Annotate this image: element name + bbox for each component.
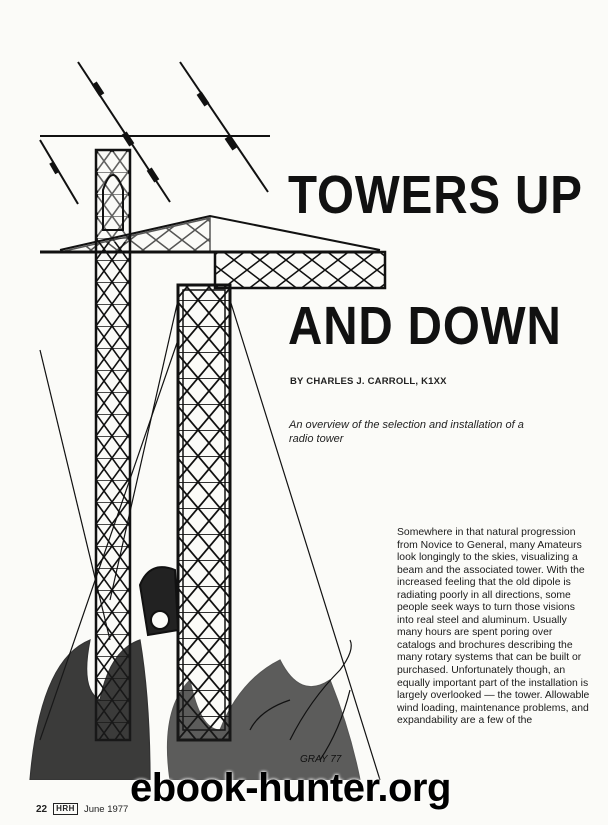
article-title-line1: TOWERS UP	[288, 165, 583, 225]
article-title-line2: AND DOWN	[288, 296, 562, 356]
tower-illustration	[0, 40, 420, 780]
magazine-logo: HRH	[53, 803, 78, 815]
page-number: 22	[36, 803, 48, 815]
page-footer	[36, 803, 128, 815]
watermark-text: ebook-hunter.org	[130, 766, 451, 810]
artist-signature: GRAY 77	[300, 754, 342, 765]
issue-date: June 1977	[83, 803, 129, 815]
byline: BY CHARLES J. CARROLL, K1XX	[290, 376, 447, 387]
article-body-text: Somewhere in that natural progression from Novice to General, many Amateurs look longingly to the skies, visualizing a beam and the associated tower. With the increased feeling that the old dipole is radiating poorly in all directions, some people seek ways to turn those visions into real steel and aluminum. Usually many hours are spent poring over catalogs and brochures describing the many rotary systems that can be built or purchased. Unfortunately though, an equally important part of the installation is largely overlooked — the tower. Allowable wind loading, maintenance problems, and expandability are a few of the	[397, 527, 590, 727]
article-deck: An overview of the selection and installation of a radio tower	[289, 419, 524, 445]
